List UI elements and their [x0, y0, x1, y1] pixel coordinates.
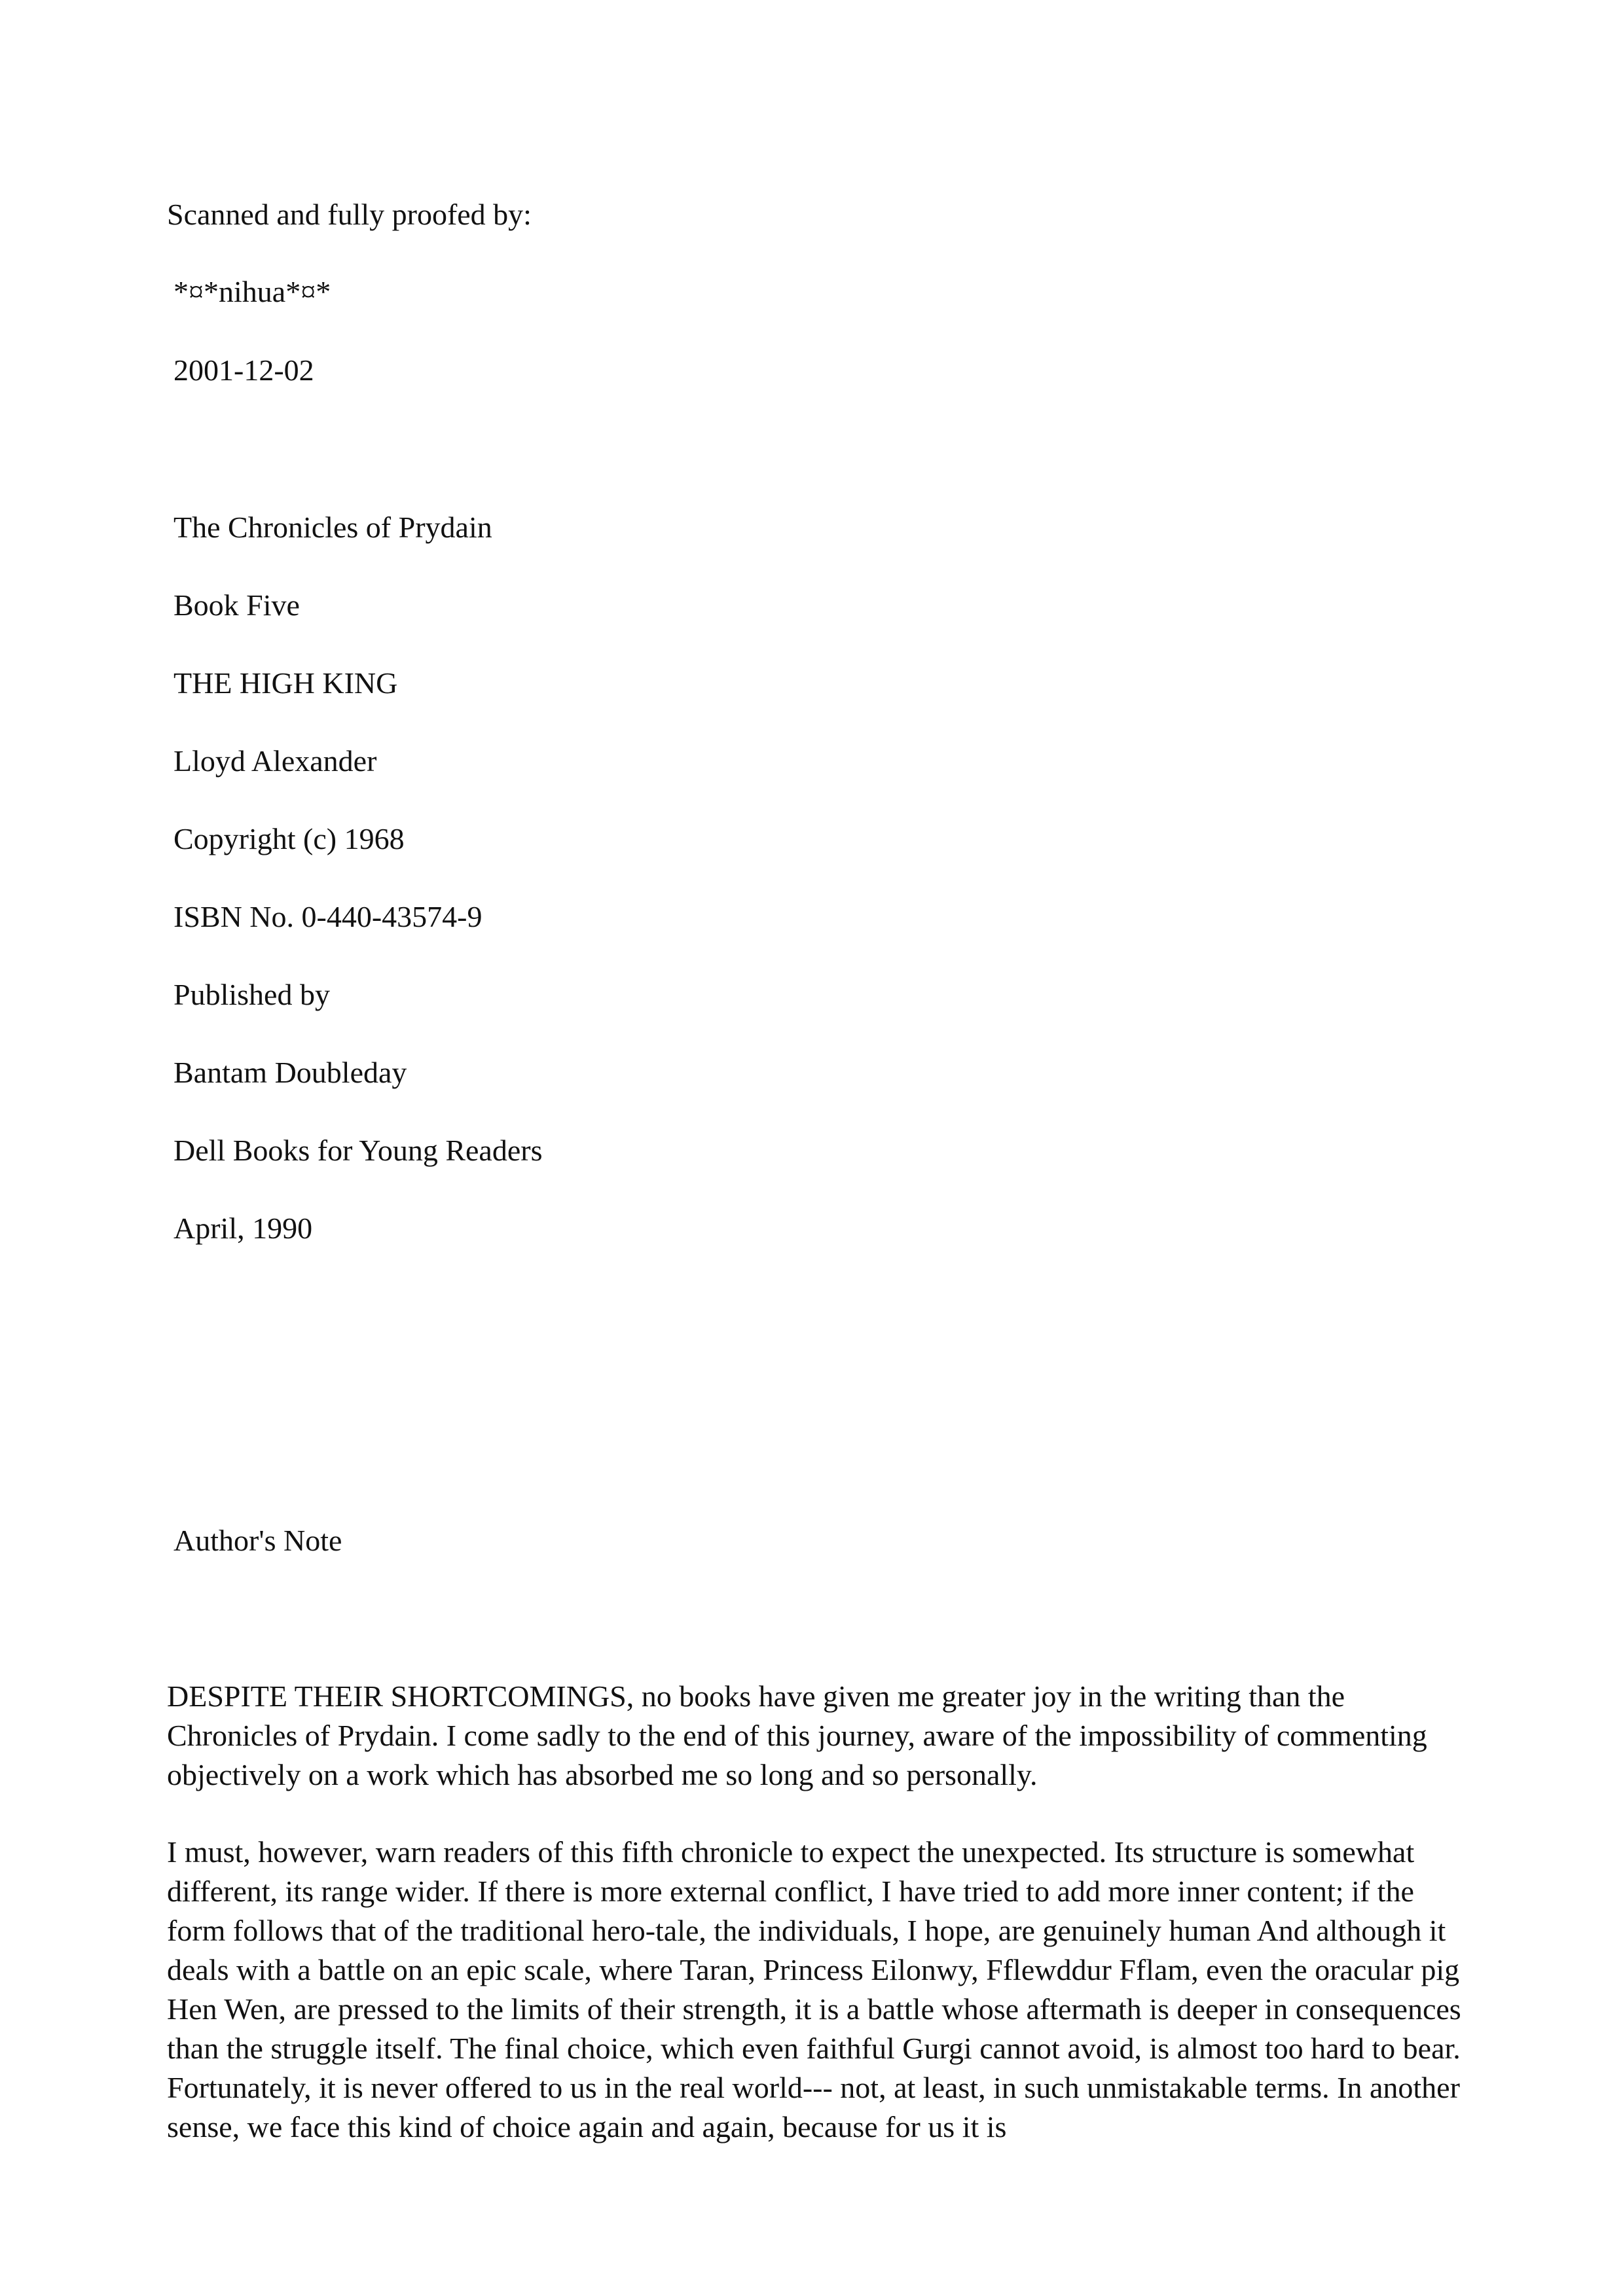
book-number: Book Five	[173, 588, 300, 622]
publisher-name-1: Bantam Doubleday	[173, 1056, 407, 1089]
published-by-label: Published by	[173, 978, 330, 1011]
publisher-name-2: Dell Books for Young Readers	[173, 1134, 543, 1167]
book-title: THE HIGH KING	[173, 666, 398, 700]
scanner-name: *¤*nihua*¤*	[173, 275, 331, 308]
publication-date: April, 1990	[173, 1211, 313, 1245]
author-name: Lloyd Alexander	[173, 744, 377, 778]
authors-note-paragraph-1: DESPITE THEIR SHORTCOMINGS, no books have given me greater joy in the writing than the Chronicles of Prydain. I come sadly to the end of this journey, aware of the impossibility of commenting objectively on a work which has absorbed me so long and so personally.	[167, 1679, 1427, 1791]
copyright-line: Copyright (c) 1968	[173, 822, 405, 855]
authors-note-paragraph-2: I must, however, warn readers of this fifth chronicle to expect the unexpected. Its structure is somewhat different, its range wider. If there is more external conflict, I have tried to add more inner content; if the form follows that of the traditional hero-tale, the individuals, I hope, are genuinely human And although it deals with a battle on an epic scale, where Taran, Princess Eilonwy, Fflewddur Fflam, even the oracular pig Hen Wen, are pressed to the limits of their strength, it is a battle whose aftermath is deeper in consequences than the struggle itself. The final choice, which even faithful Gurgi cannot avoid, is almost too hard to bear. Fortunately, it is never offered to us in the real world--- not, at least, in such unmistakable terms. In another sense, we face this kind of choice again and again, because for us it is	[167, 1835, 1461, 2144]
scan-date: 2001-12-02	[173, 353, 314, 387]
series-title: The Chronicles of Prydain	[173, 511, 492, 544]
isbn-line: ISBN No. 0-440-43574-9	[173, 900, 483, 933]
scan-credit-line: Scanned and fully proofed by:	[167, 198, 532, 231]
authors-note-heading: Author's Note	[173, 1524, 342, 1557]
